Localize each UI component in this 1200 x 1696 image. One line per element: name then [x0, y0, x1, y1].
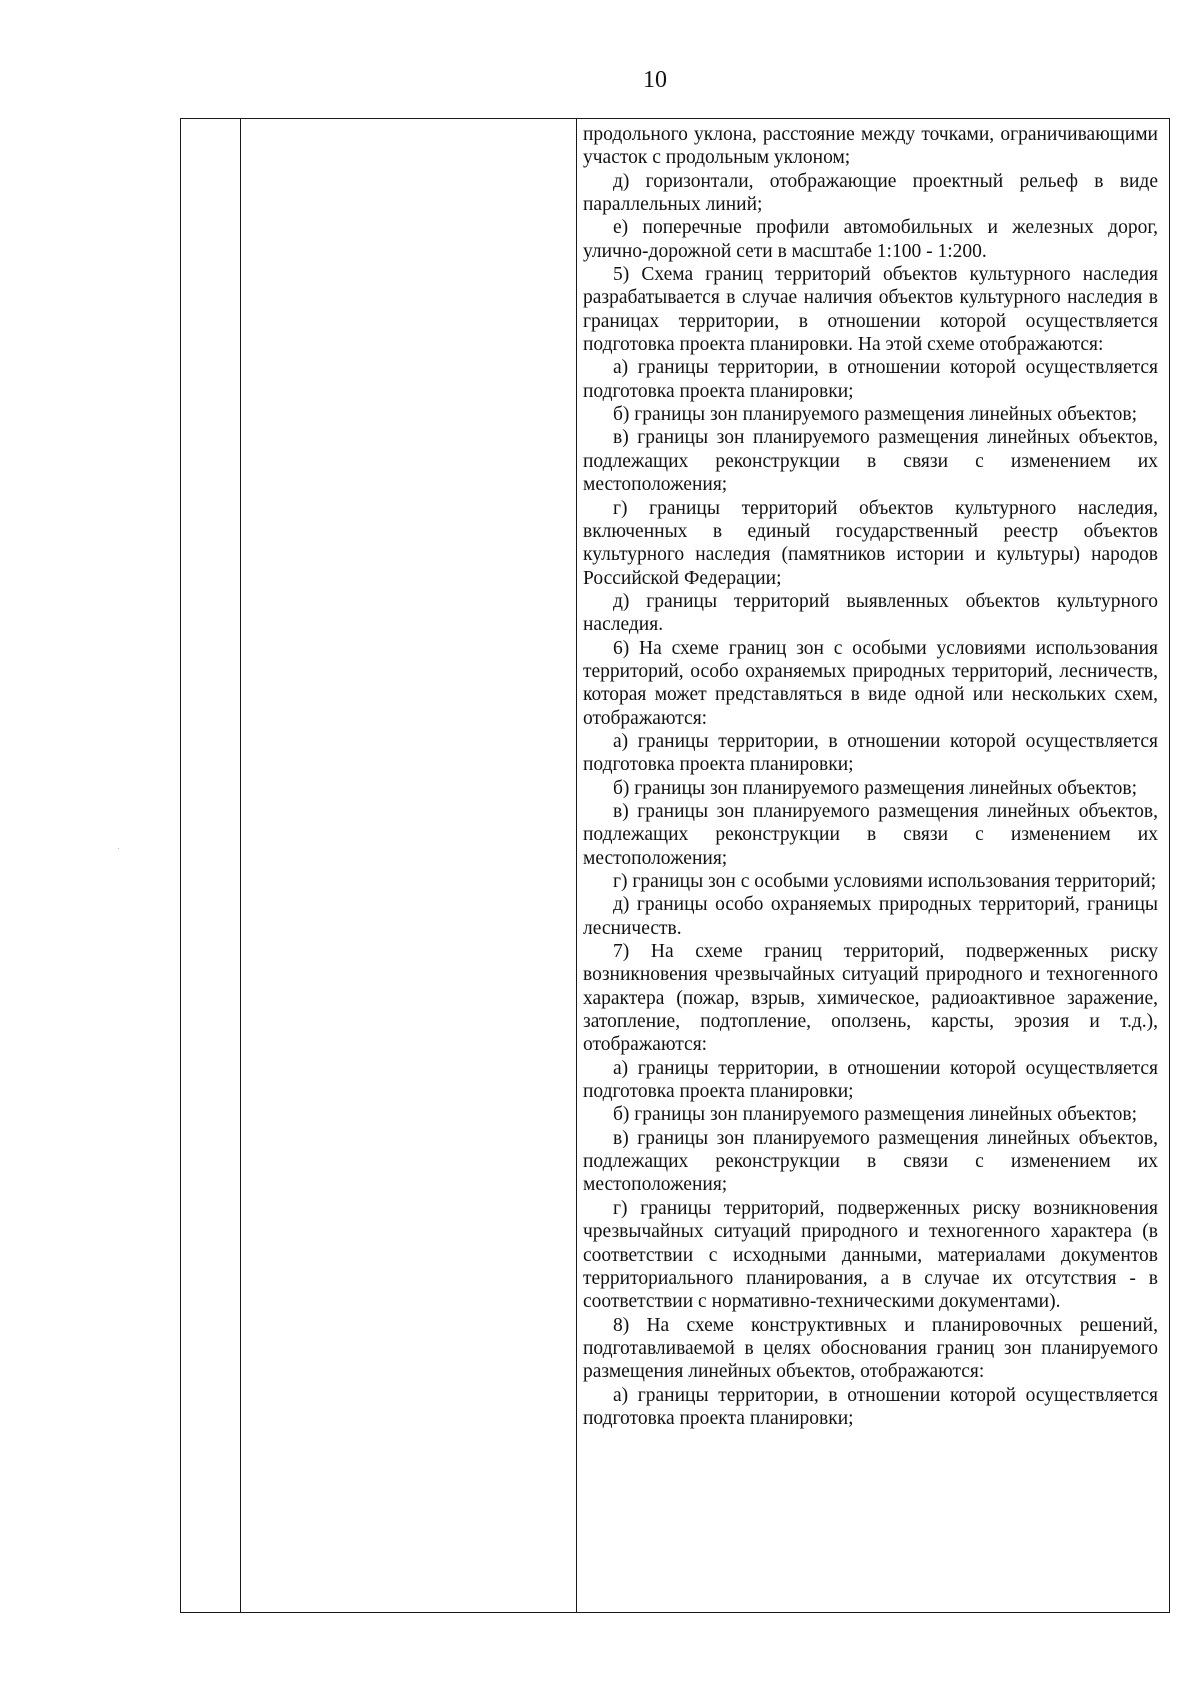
paragraph: а) границы территории, в отношении которой осуществляется подготовка проекта планировки; — [583, 1057, 1158, 1103]
paragraph: 8) На схеме конструктивных и планировочных решений, подготавливаемой в целях обоснования границ зон планируемого размещения линейных объектов, отображаются: — [583, 1314, 1158, 1383]
paragraph: 6) На схеме границ зон с особыми условиями использования территорий, особо охраняемых природных территорий, лесничеств, которая может представляться в виде одной или нескольких схем, отображаются: — [583, 637, 1158, 729]
document-table — [180, 118, 1170, 1613]
paragraph: продольного уклона, расстояние между точками, ограничивающими участок с продольным уклоном; — [583, 124, 1158, 169]
paragraph: д) границы особо охраняемых природных территорий, границы лесничеств. — [583, 894, 1158, 939]
paragraph: 5) Схема границ территорий объектов культурного наследия разрабатывается в случае наличия объектов культурного наследия в границах территории, в отношении которой осуществляется подготовка проекта планировки. На этой схеме отображаются: — [583, 264, 1158, 356]
table-text-cell — [583, 123, 1158, 1430]
paragraph: г) границы зон с особыми условиями использования территорий; — [613, 871, 1157, 892]
paragraph: а) границы территории, в отношении которой осуществляется подготовка проекта планировки; — [583, 357, 1158, 402]
table-column-divider — [240, 119, 241, 1612]
paragraph: в) границы зон планируемого размещения линейных объектов, подлежащих реконструкции в связи с изменением их местоположения; — [583, 427, 1158, 496]
paragraph: д) границы территорий выявленных объектов культурного наследия. — [583, 590, 1158, 636]
page-number: 10 — [643, 67, 667, 93]
paragraph: б) границы зон планируемого размещения линейных объектов; — [613, 1104, 1138, 1126]
paragraph: г) границы территорий, подверженных риску возникновения чрезвычайных ситуаций природного и техногенного характера (в соответствии с исходными данными, материалами документов территориального планирования, а в случае их отсутствия - в соответствии с нормативно-техническими документами). — [583, 1197, 1158, 1313]
paragraph: д) горизонтали, отображающие проектный рельеф в виде параллельных линий; — [583, 170, 1158, 216]
paragraph: в) границы зон планируемого размещения линейных объектов, подлежащих реконструкции в связи с изменением их местоположения; — [583, 800, 1158, 869]
paragraph: е) поперечные профили автомобильных и железных дорог, улично-дорожной сети в масштабе 1:100 - 1:200. — [583, 217, 1158, 262]
table-column-divider — [576, 119, 577, 1612]
paragraph: а) границы территории, в отношении которой осуществляется подготовка проекта планировки; — [583, 730, 1158, 776]
paragraph: 7) На схеме границ территорий, подверженных риску возникновения чрезвычайных ситуаций природного и техногенного характера (пожар, взрыв, химическое, радиоактивное заражение, затопление, подтопление, оползень, карсты, эрозия и т.д.), отображаются: — [583, 941, 1158, 1056]
paragraph: б) границы зон планируемого размещения линейных объектов; — [613, 404, 1138, 426]
scan-speck — [118, 848, 119, 849]
paragraph: б) границы зон планируемого размещения линейных объектов; — [613, 777, 1138, 799]
paragraph: г) границы территорий объектов культурного наследия, включенных в единый государственный реестр объектов культурного наследия (памятников истории и культуры) народов Российской Федерации; — [583, 497, 1158, 589]
paragraph: а) границы территории, в отношении которой осуществляется подготовка проекта планировки; — [583, 1384, 1158, 1429]
paragraph: в) границы зон планируемого размещения линейных объектов, подлежащих реконструкции в связи с изменением их местоположения; — [583, 1127, 1158, 1196]
